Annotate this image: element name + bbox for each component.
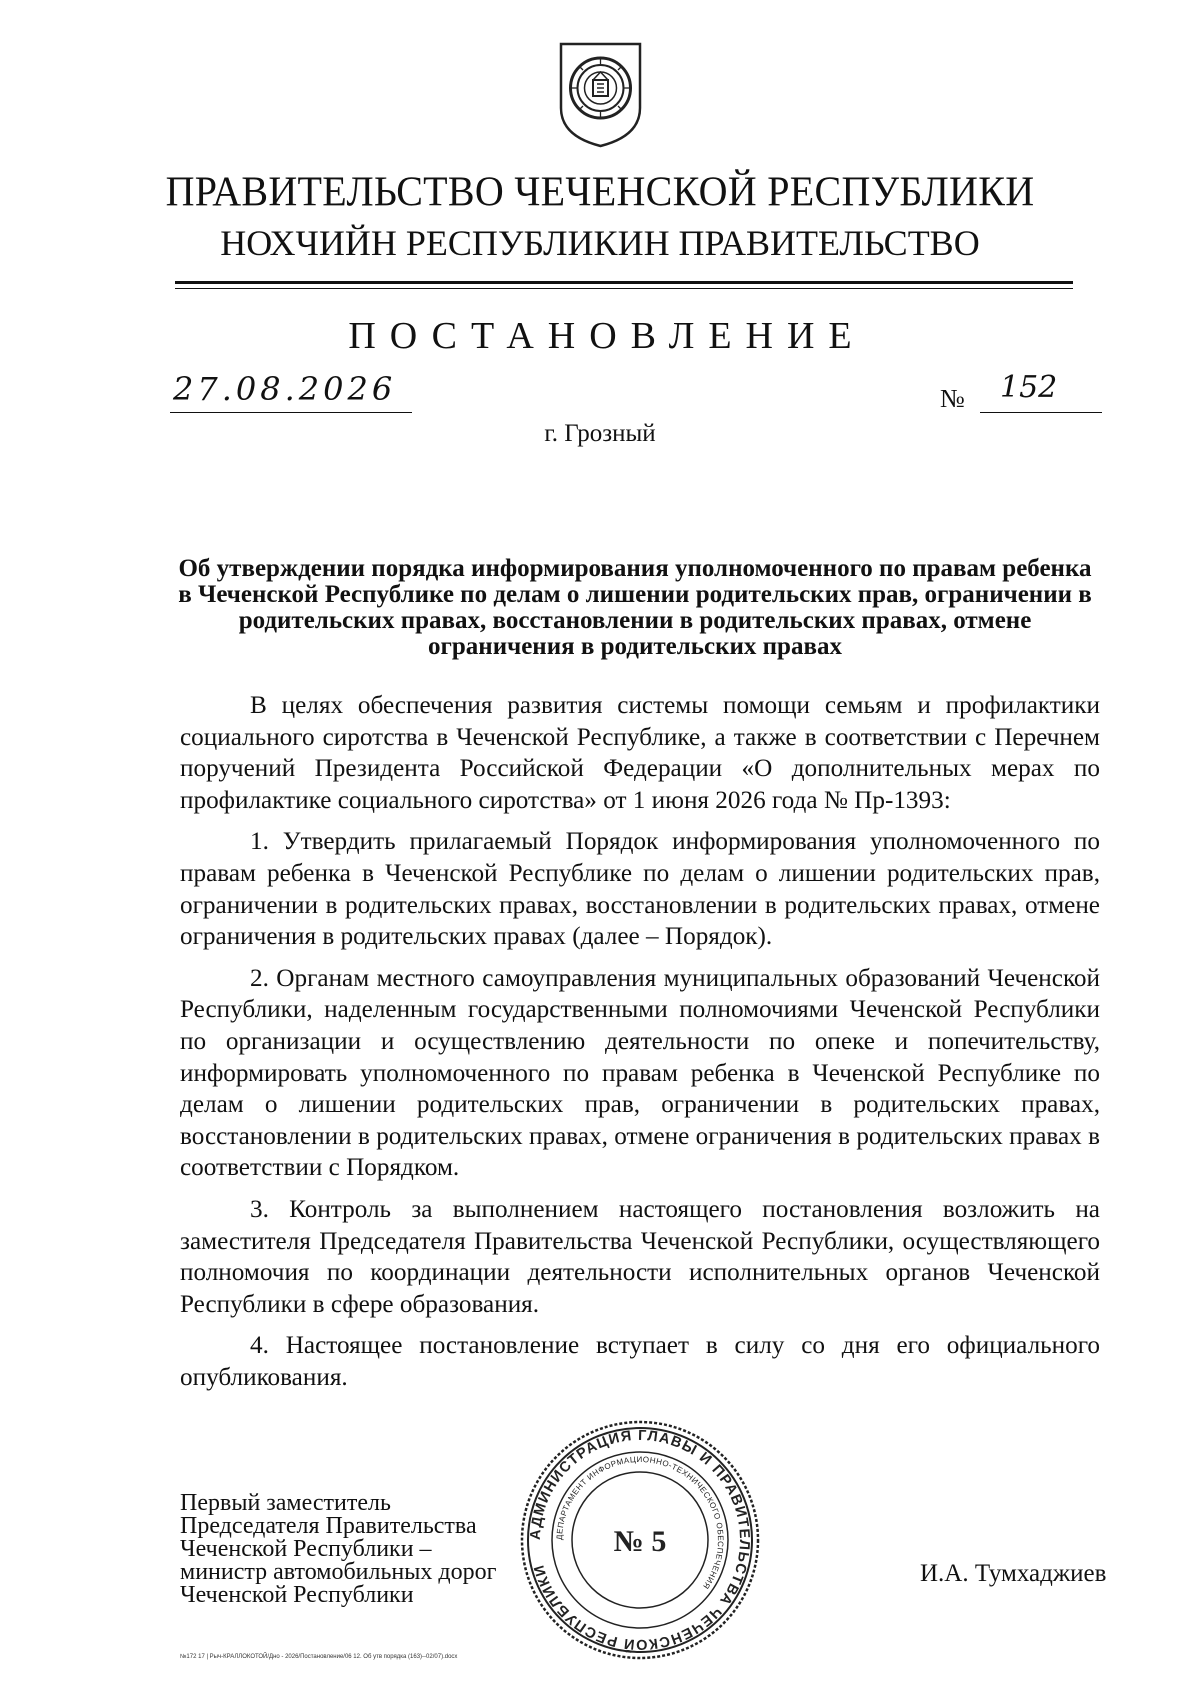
- date-underline: [170, 412, 412, 413]
- document-city: г. Грозный: [544, 420, 656, 447]
- document-type: ПОСТАНОВЛЕНИЕ: [348, 315, 866, 357]
- clause-2: 2. Органам местного самоуправления муниципальных образований Чеченской Республики, наделенным государственными полномочиями Чеченской Республики по организации и осуществлению деятельности по опеке и попечительству, информировать уполномоченного по правам ребенка в Чеченской Республике по делам о лишении родительских прав, ограничении в родительских правах, восстановлении в родительских правах, отмене ограничения в родительских правах в соответствии с Порядком.: [180, 964, 1100, 1182]
- official-stamp-icon: [518, 1418, 762, 1662]
- document-body: [180, 690, 1100, 1403]
- coat-of-arms-icon: [553, 38, 648, 150]
- header-rule-thick: [175, 281, 1073, 284]
- seal-inner-text: ДЕПАРТАМЕНТ ИНФОРМАЦИОННО-ТЕХНИЧЕСКОГО ОБЕСПЕЧЕНИЯ: [554, 1454, 726, 1591]
- document-number: 152: [1000, 370, 1058, 405]
- header-rule-thin: [175, 288, 1073, 289]
- seal-number: № 5: [613, 1525, 667, 1558]
- preamble-paragraph: В целях обеспечения развития системы помощи семьям и профилактики социального сиротства в Чеченской Республике, а также в соответствии с Перечнем поручений Президента Российской Федерации «О дополнительных мерах по профилактике социального сиротства» от 1 июня 2026 года № Пр-1393:: [180, 692, 1100, 814]
- file-path-footer: №172 17 | Рыч-КРАЛЛОКОТОЙ/Дно - 2026/Постановление/06 12. Об утв порядка (163)--02/07).docx: [180, 1654, 458, 1660]
- document-title: Об утверждении порядка информирования уполномоченного по правам ребенка в Чеченской Республике по делам о лишении родительских прав, ограничении в родительских правах, восстановлении в родительских правах, отмене ограничения в родительских правах: [178, 555, 1092, 660]
- seal-outer-text: АДМИНИСТРАЦИЯ ГЛАВЫ И ПРАВИТЕЛЬСТВА ЧЕЧЕНСКОЙ РЕСПУБЛИКИ: [527, 1427, 753, 1653]
- position-line: Первый заместитель: [180, 1490, 391, 1516]
- signatory-name: И.А. Тумхаджиев: [920, 1560, 1107, 1587]
- number-underline: [980, 412, 1102, 413]
- position-line: Председателя Правительства: [180, 1513, 477, 1539]
- government-name-chechen: НОХЧИЙН РЕСПУБЛИКИН ПРАВИТЕЛЬСТВО: [220, 223, 980, 263]
- government-name-russian: ПРАВИТЕЛЬСТВО ЧЕЧЕНСКОЙ РЕСПУБЛИКИ: [165, 167, 1035, 216]
- clause-3: 3. Контроль за выполнением настоящего постановления возложить на заместителя Председателя Правительства Чеченской Республики, осуществляющего полномочия по координации деятельности исполнительных органов Чеченской Республики в сфере образования.: [180, 1195, 1100, 1318]
- clause-1: 1. Утвердить прилагаемый Порядок информирования уполномоченного по правам ребенка в Чеченской Республике по делам о лишении родительских прав, ограничении в родительских правах, восстановлении в родительских правах, отмене ограничения в родительских правах (далее – Порядок).: [180, 828, 1100, 951]
- position-line: Чеченской Республики –: [180, 1536, 432, 1562]
- clause-4: 4. Настоящее постановление вступает в силу со дня его официального опубликования.: [180, 1332, 1100, 1391]
- document-date: 27.08.2026: [173, 370, 397, 408]
- position-line: министр автомобильных дорог: [180, 1559, 497, 1585]
- number-sign: №: [940, 384, 965, 413]
- position-line: Чеченской Республики: [180, 1582, 414, 1608]
